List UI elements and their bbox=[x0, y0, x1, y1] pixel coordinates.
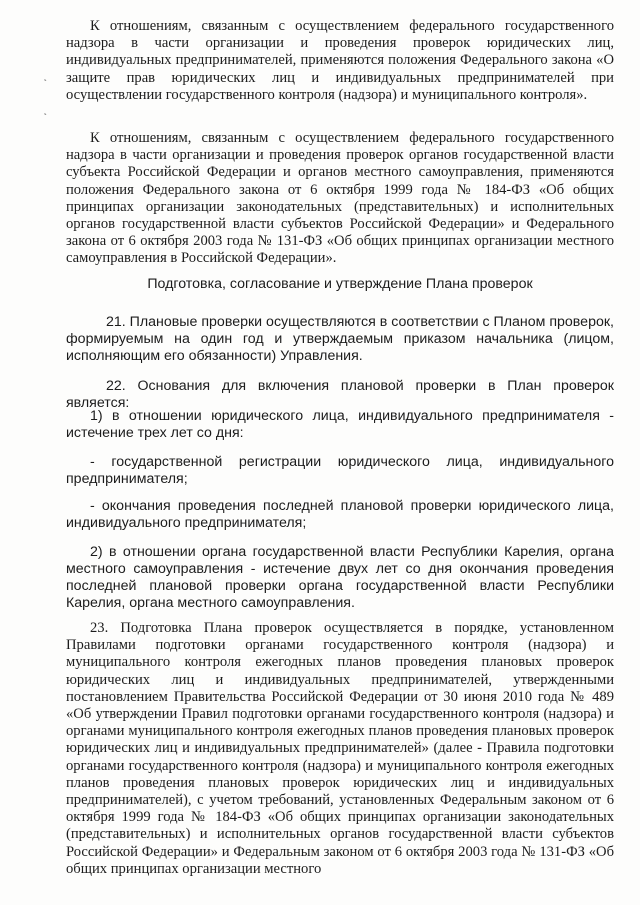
paragraph-item-21 bbox=[66, 314, 614, 365]
paragraph-text: - государственной регистрации юридического лица, индивидуального предпринимателя; bbox=[66, 454, 614, 487]
paragraph-item-22 bbox=[66, 378, 614, 412]
paragraph-item-22-1-b bbox=[66, 498, 614, 532]
paragraph-text: К отношениям, связанным с осуществлением федерального государственного надзора в части организации и проведения проверок юридических лиц, индивидуальных предпринимателей, применяются положения Федерального закона «О защите прав юридических лиц и индивидуальных предпринимателей при осуществлении государственного контроля (надзора) и муниципального контроля». bbox=[66, 18, 614, 103]
paragraph-text: 1) в отношении юридического лица, индивидуального предпринимателя - истечение трех лет со дня: bbox=[66, 408, 614, 441]
paragraph-text: 23. Подготовка Плана проверок осуществляется в порядке, установленном Правилами подготовки органами государственного контроля (надзора) и муниципального контроля ежегодных планов проведения плановых проверок юридических лиц и индивидуальных предпринимателей, утвержденными постановлением Правительства Российской Федерации от 30 июня 2010 года № 489 «Об утверждении Правил подготовки органами государственного контроля (надзора) и органами муниципального контроля ежегодных планов проведения плановых проверок юридических лиц и индивидуальных предпринимателей» (далее - Правила подготовки органами государственного контроля (надзора) и муниципального контроля ежегодных планов проведения плановых проверок юридических лиц и индивидуальных предпринимателей), с учетом требований, установленных Федеральным законом от 6 октября 1999 года № 184-ФЗ «Об общих принципах организации законодательных (представительных) и исполнительных органов государственной власти субъектов Российской Федерации» и Федеральным законом от 6 октября 2003 года № 131-ФЗ «Об общих принципах организации местного bbox=[66, 620, 614, 877]
paragraph-item-22-1 bbox=[66, 408, 614, 442]
paragraph-item-22-2 bbox=[66, 544, 614, 612]
paragraph-item-22-1-a bbox=[66, 454, 614, 488]
margin-mark: ˛ bbox=[44, 105, 47, 115]
paragraph-supervision-legal-entities bbox=[66, 18, 614, 104]
paragraph-text: - окончания проведения последней плановой проверки юридического лица, индивидуального предпринимателя; bbox=[66, 498, 614, 531]
margin-mark: ˛ bbox=[44, 71, 47, 81]
section-heading: Подготовка, согласование и утверждение Плана проверок bbox=[147, 276, 533, 292]
paragraph-item-23 bbox=[66, 620, 614, 878]
paragraph-text: 21. Плановые проверки осуществляются в соответствии с Планом проверок, формируемым на один год и утверждаемым приказом начальника (лицом, исполняющим его обязанности) Управления. bbox=[66, 314, 614, 364]
paragraph-text: 22. Основания для включения плановой проверки в План проверок является: bbox=[66, 378, 614, 411]
paragraph-text: 2) в отношении органа государственной власти Республики Карелия, органа местного самоуправления - истечение двух лет со дня окончания проведения последней плановой проверки органа государственной власти Республики Карелия, органа местного самоуправления. bbox=[66, 544, 614, 611]
paragraph-supervision-state-bodies bbox=[66, 130, 614, 268]
paragraph-text: К отношениям, связанным с осуществлением федерального государственного надзора в части организации и проведения проверок органов государственной власти субъекта Российской Федерации и органов местного самоуправления, применяются положения Федерального закона от 6 октября 1999 года № 184-ФЗ «Об общих принципах организации законодательных (представительных) и исполнительных органов государственной власти субъектов Российской Федерации» и Федерального закона от 6 октября 2003 года № 131-ФЗ «Об общих принципах организации местного самоуправления в Российской Федерации». bbox=[66, 130, 614, 267]
